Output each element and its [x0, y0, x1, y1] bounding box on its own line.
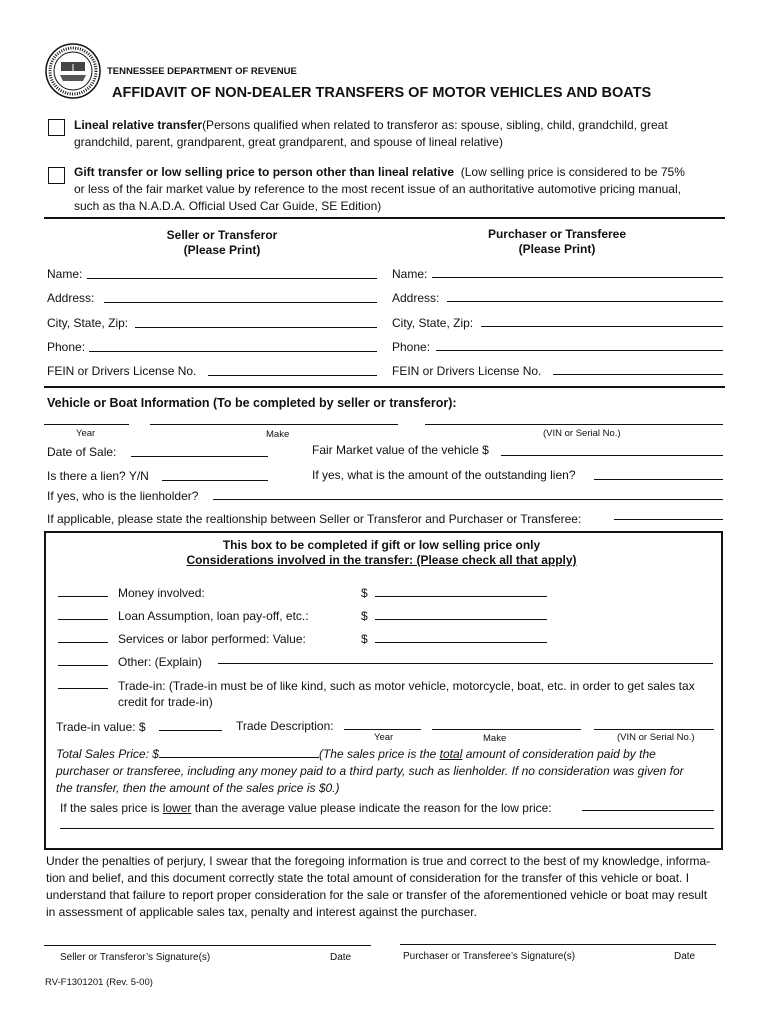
seller-please-print: (Please Print)	[183, 243, 261, 257]
services-label: Services or labor performed: Value:	[118, 632, 306, 646]
trade-description-label: Trade Description:	[236, 719, 334, 733]
seller-name-field[interactable]	[87, 278, 377, 279]
vehicle-heading: Vehicle or Boat Information (To be completed by seller or transferor):	[47, 396, 457, 410]
loan-check-field[interactable]	[58, 619, 108, 620]
buyer-signature-caption: Purchaser or Transferee’s Signature(s)	[403, 951, 576, 962]
seller-city-label: City, State, Zip:	[47, 316, 129, 330]
buyer-city-label: City, State, Zip:	[392, 316, 474, 330]
services-amount-field[interactable]	[375, 642, 547, 643]
buyer-fein-field[interactable]	[553, 374, 723, 375]
seller-fein-label: FEIN or Drivers License No.	[47, 364, 197, 378]
department-name: TENNESSEE DEPARTMENT OF REVENUE	[107, 66, 297, 77]
money-check-field[interactable]	[58, 596, 108, 597]
seller-address-label: Address:	[47, 291, 95, 305]
low-price-emph: lower	[162, 801, 192, 815]
gift-transfer-label: Gift transfer or low selling price to person other than lineal relative	[74, 165, 455, 179]
tradein-value-label: Trade-in value: $	[56, 720, 146, 734]
low-price-b: than the average value please indicate the reason for the low price:	[191, 801, 552, 815]
buyer-name-field[interactable]	[432, 277, 723, 278]
loan-amount-field[interactable]	[375, 619, 547, 620]
low-price-reason-field[interactable]	[582, 810, 714, 811]
fmv-field[interactable]	[501, 455, 723, 456]
buyer-please-print: (Please Print)	[518, 242, 596, 256]
tradein-value-field[interactable]	[159, 730, 222, 731]
other-check-field[interactable]	[58, 665, 108, 666]
state-seal-logo	[44, 42, 102, 100]
vehicle-make-field[interactable]	[150, 424, 398, 425]
perjury-line-3: understand that failure to report proper consideration for the sale or transfer of the aforementioned vehicle or boat may result	[46, 888, 708, 902]
trade-make-field[interactable]	[432, 729, 581, 730]
seller-phone-field[interactable]	[89, 351, 377, 352]
buyer-phone-label: Phone:	[392, 340, 431, 354]
vehicle-vin-field[interactable]	[425, 424, 723, 425]
lien-amount-field[interactable]	[594, 479, 723, 480]
form-number: RV-F1301201 (Rev. 5-00)	[45, 977, 153, 988]
services-dollar: $	[361, 632, 368, 646]
lienholder-field[interactable]	[213, 499, 723, 500]
trade-year-caption: Year	[374, 732, 394, 743]
buyer-date-caption: Date	[674, 951, 696, 962]
buyer-address-field[interactable]	[447, 301, 723, 302]
loan-label: Loan Assumption, loan pay-off, etc.:	[118, 609, 309, 623]
buyer-address-label: Address:	[392, 291, 440, 305]
date-of-sale-field[interactable]	[131, 456, 268, 457]
gift-transfer-checkbox[interactable]	[48, 167, 65, 184]
divider-mid	[44, 386, 725, 388]
seller-signature-caption: Seller or Transferor’s Signature(s)	[60, 952, 211, 963]
other-label: Other: (Explain)	[118, 655, 203, 669]
seller-date-caption: Date	[330, 952, 352, 963]
lienholder-label: If yes, who is the lienholder?	[47, 489, 199, 503]
money-dollar: $	[361, 586, 368, 600]
total-note-emph: total	[439, 747, 463, 761]
buyer-heading: Purchaser or Transferee	[487, 227, 627, 241]
seller-address-field[interactable]	[104, 302, 377, 303]
low-price-reason-text	[60, 801, 552, 815]
trade-vin-caption: (VIN or Serial No.)	[617, 732, 695, 743]
seller-phone-label: Phone:	[47, 340, 86, 354]
buyer-city-field[interactable]	[481, 326, 723, 327]
relationship-label: If applicable, please state the realtionship between Seller or Transferor and Purchaser or Transferee:	[47, 512, 582, 526]
lineal-transfer-desc-2: grandchild, parent, grandparent, great grandparent, and spouse of lineal relative)	[74, 135, 503, 149]
buyer-phone-field[interactable]	[436, 350, 723, 351]
perjury-line-1: Under the penalties of perjury, I swear that the foregoing information is true and correct to the best of my knowledge, informa-	[46, 854, 711, 868]
trade-year-field[interactable]	[344, 729, 421, 730]
divider-top	[44, 217, 725, 219]
lien-amount-label: If yes, what is the amount of the outstanding lien?	[312, 468, 576, 482]
form-title: AFFIDAVIT OF NON-DEALER TRANSFERS OF MOTOR VEHICLES AND BOATS	[112, 85, 652, 101]
trade-vin-field[interactable]	[594, 729, 714, 730]
buyer-signature-field[interactable]	[400, 944, 716, 945]
seller-fein-field[interactable]	[208, 375, 377, 376]
total-note-a: (The sales price is the	[318, 747, 440, 761]
gift-transfer-desc-1: (Low selling price is considered to be 75%	[460, 165, 685, 179]
relationship-field[interactable]	[614, 519, 723, 520]
tradein-text	[118, 678, 718, 710]
perjury-line-4: in assessment of applicable sales tax, penalty and interest against the purchaser.	[46, 905, 477, 919]
seller-city-field[interactable]	[135, 327, 377, 328]
box-title: This box to be completed if gift or low selling price only	[222, 538, 541, 552]
seller-name-label: Name:	[47, 267, 83, 281]
seller-heading: Seller or Transferor	[166, 228, 278, 242]
money-label: Money involved:	[118, 586, 205, 600]
total-sales-label: Total Sales Price: $	[56, 747, 159, 761]
lineal-transfer-label: Lineal relative transfer	[74, 118, 203, 132]
tradein-desc-2: credit for trade-in)	[118, 695, 213, 709]
trade-make-caption: Make	[483, 733, 507, 744]
vehicle-year-field[interactable]	[44, 424, 129, 425]
services-check-field[interactable]	[58, 642, 108, 643]
money-amount-field[interactable]	[375, 596, 547, 597]
box-subtitle: Considerations involved in the transfer: (Please check all that apply)	[186, 553, 577, 567]
total-note-2: purchaser or transferee, including any money paid to a third party, such as lienholder. If no consideration was given for	[56, 764, 684, 778]
perjury-line-2: tion and belief, and this document correctly state the total amount of consideration for the transfer of this vehicle or boat. I	[46, 871, 690, 885]
total-note-3: the transfer, then the amount of the sales price is $0.)	[56, 781, 340, 795]
total-sales-field[interactable]	[159, 746, 319, 758]
date-of-sale-label: Date of Sale:	[47, 445, 117, 459]
gift-transfer-text	[74, 164, 734, 215]
vehicle-year-caption: Year	[76, 428, 96, 439]
vehicle-vin-caption: (VIN or Serial No.)	[543, 428, 621, 439]
low-price-a: If the sales price is	[60, 801, 163, 815]
perjury-statement	[46, 853, 736, 921]
gift-transfer-desc-3: such as tha N.A.D.A. Official Used Car Guide, SE Edition)	[74, 199, 382, 213]
total-sales-text	[56, 746, 718, 797]
fmv-label: Fair Market value of the vehicle $	[312, 443, 489, 457]
tradein-check-field[interactable]	[58, 688, 108, 689]
seller-signature-field[interactable]	[44, 945, 371, 946]
gift-transfer-desc-2: or less of the fair market value by reference to the most recent issue of an authoritative automotive pricing manual,	[74, 182, 681, 196]
loan-dollar: $	[361, 609, 368, 623]
buyer-name-label: Name:	[392, 267, 428, 281]
lineal-transfer-text	[74, 117, 734, 151]
other-explain-field[interactable]	[218, 663, 713, 664]
lien-field[interactable]	[162, 480, 268, 481]
total-note-b: amount of consideration paid by the	[462, 747, 656, 761]
lineal-transfer-checkbox[interactable]	[48, 119, 65, 136]
lien-label: Is there a lien? Y/N	[47, 469, 149, 483]
low-price-reason-field-2[interactable]	[60, 828, 714, 829]
vehicle-make-caption: Make	[266, 429, 290, 440]
buyer-fein-label: FEIN or Drivers License No.	[392, 364, 542, 378]
lineal-transfer-desc-1: (Persons qualified when related to transferor as: spouse, sibling, child, grandchild, great	[202, 118, 668, 132]
tradein-desc-1: Trade-in: (Trade-in must be of like kind, such as motor vehicle, motorcycle, boat, etc. in order to get sales tax	[118, 679, 695, 693]
